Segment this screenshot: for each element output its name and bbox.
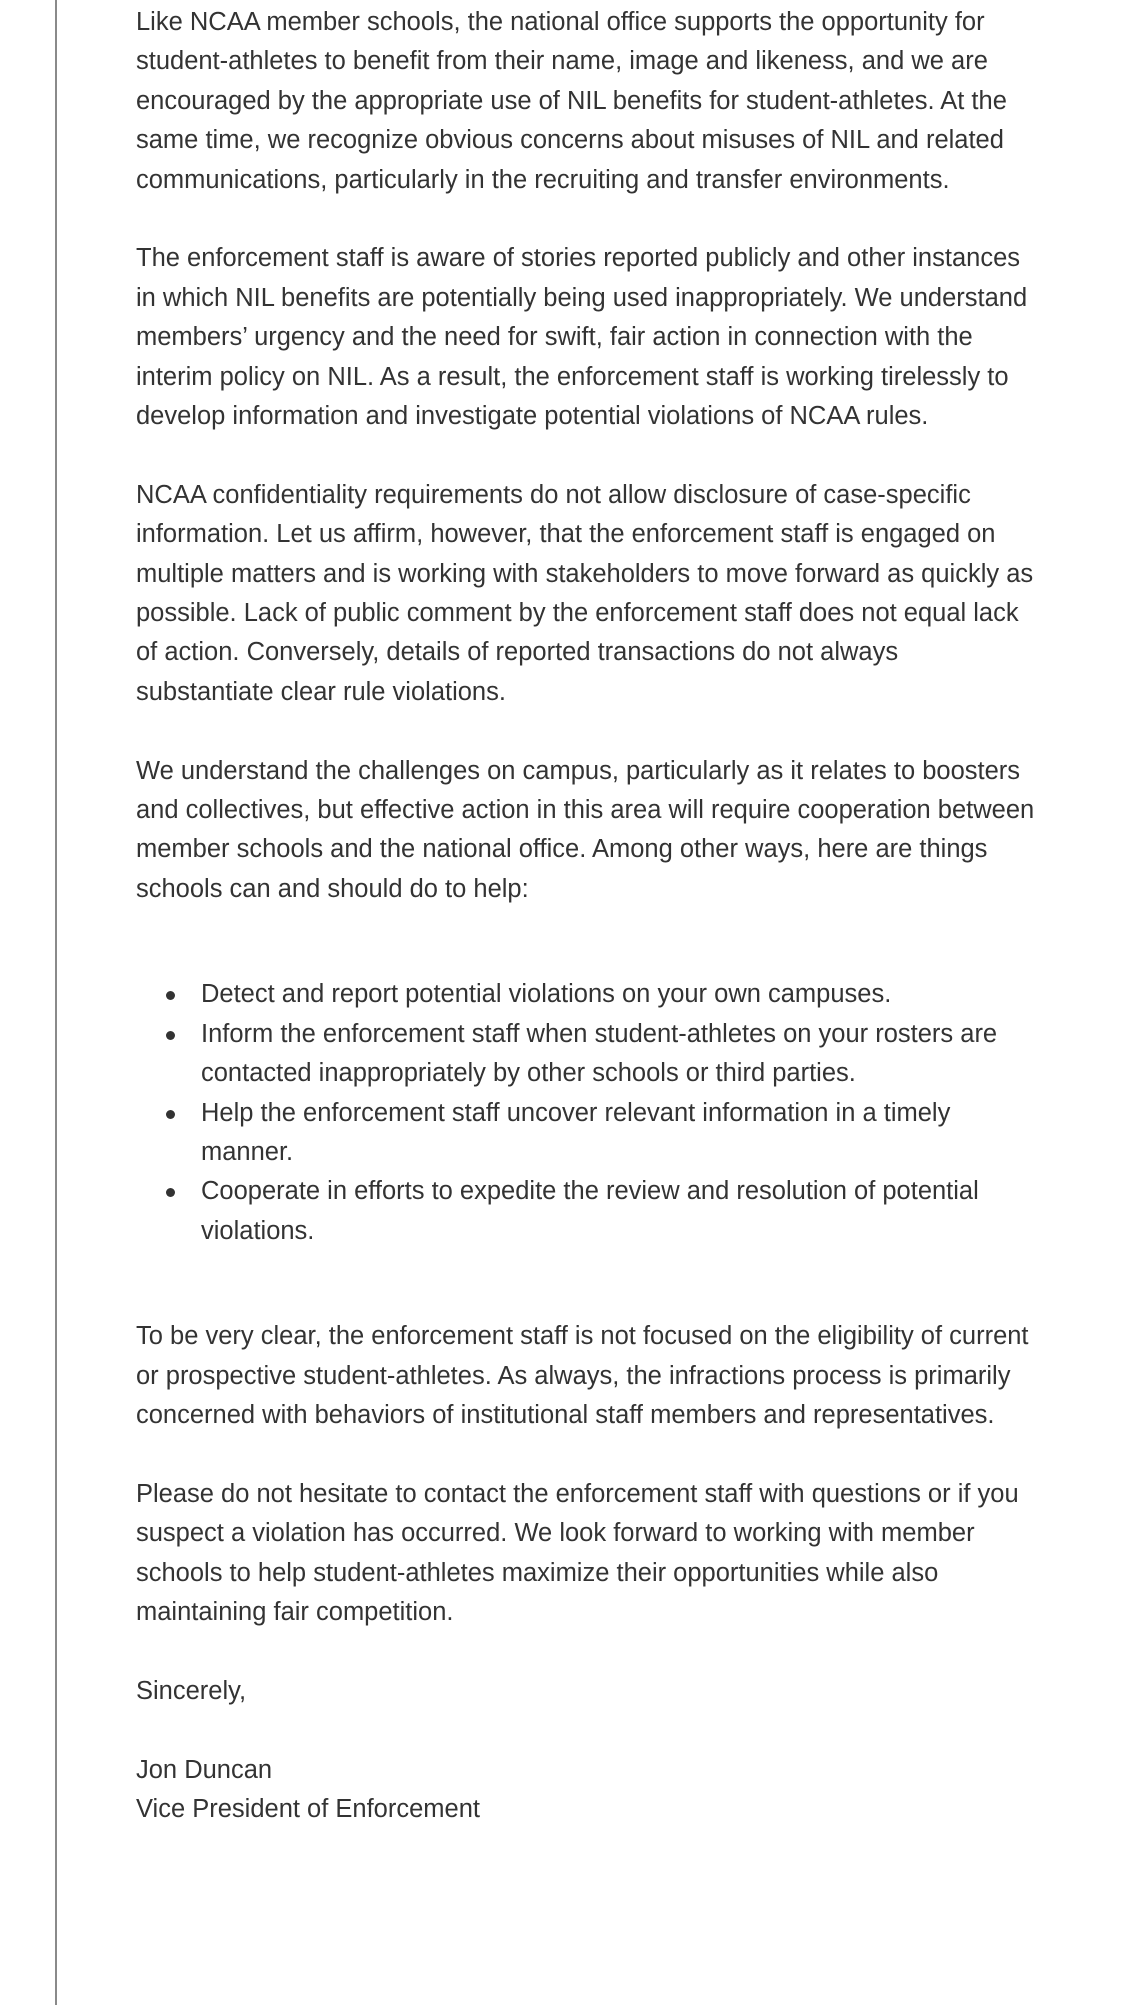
list-item: Inform the enforcement staff when student-athletes on your rosters are contacted inappropriately by other schools or third parties. [201,1015,1036,1094]
help-actions-list [136,975,1036,1251]
signer-title: Vice President of Enforcement [136,1794,480,1823]
paragraph-contact-request: Please do not hesitate to contact the enforcement staff with questions or if you suspect a violation has occurred. We look forward to working with member schools to help student-athletes maximize their opportunities while also maintaining fair competition. [136,1479,1019,1626]
paragraph-confidentiality: NCAA confidentiality requirements do not allow disclosure of case-specific information. Let us affirm, however, that the enforcement staff is engaged on multiple matters and is working with stakeholders to move forward as quickly as possible. Lack of public comment by the enforcement staff does not equal lack of action. Conversely, details of reported transactions do not always substantiate clear rule violations. [136,480,1034,706]
paragraph-nil-support: Like NCAA member schools, the national office supports the opportunity for student-athletes to benefit from their name, image and likeness, and we are encouraged by the appropriate use of NIL benefits for student-athletes. At the same time, we recognize obvious concerns about misuses of NIL and related communications, particularly in the recruiting and transfer environments. [136,8,1007,194]
list-item: Cooperate in efforts to expedite the review and resolution of potential violations. [201,1172,1036,1251]
paragraph-eligibility-clarification: To be very clear, the enforcement staff is not focused on the eligibility of current or prospective student-athletes. As always, the infractions process is primarily concerned with behaviors of institutional staff members and representatives. [136,1322,1029,1429]
signer-name: Jon Duncan [136,1755,273,1784]
signoff: Sincerely, [136,1676,247,1705]
letter-body [136,3,1036,1829]
list-item: Detect and report potential violations on your own campuses. [201,975,1036,1014]
list-item: Help the enforcement staff uncover relevant information in a timely manner. [201,1094,1036,1173]
left-border-line [55,0,57,2005]
paragraph-enforcement-awareness: The enforcement staff is aware of stories reported publicly and other instances in which NIL benefits are potentially being used inappropriately. We understand members’ urgency and the need for swift, fair action in connection with the interim policy on NIL. As a result, the enforcement staff is working tirelessly to develop information and investigate potential violations of NCAA rules. [136,244,1028,431]
paragraph-campus-challenges: We understand the challenges on campus, particularly as it relates to boosters and collectives, but effective action in this area will require cooperation between member schools and the national office. Among other ways, here are things schools can and should do to help: [136,756,1035,903]
signature-block [136,1751,1036,1830]
